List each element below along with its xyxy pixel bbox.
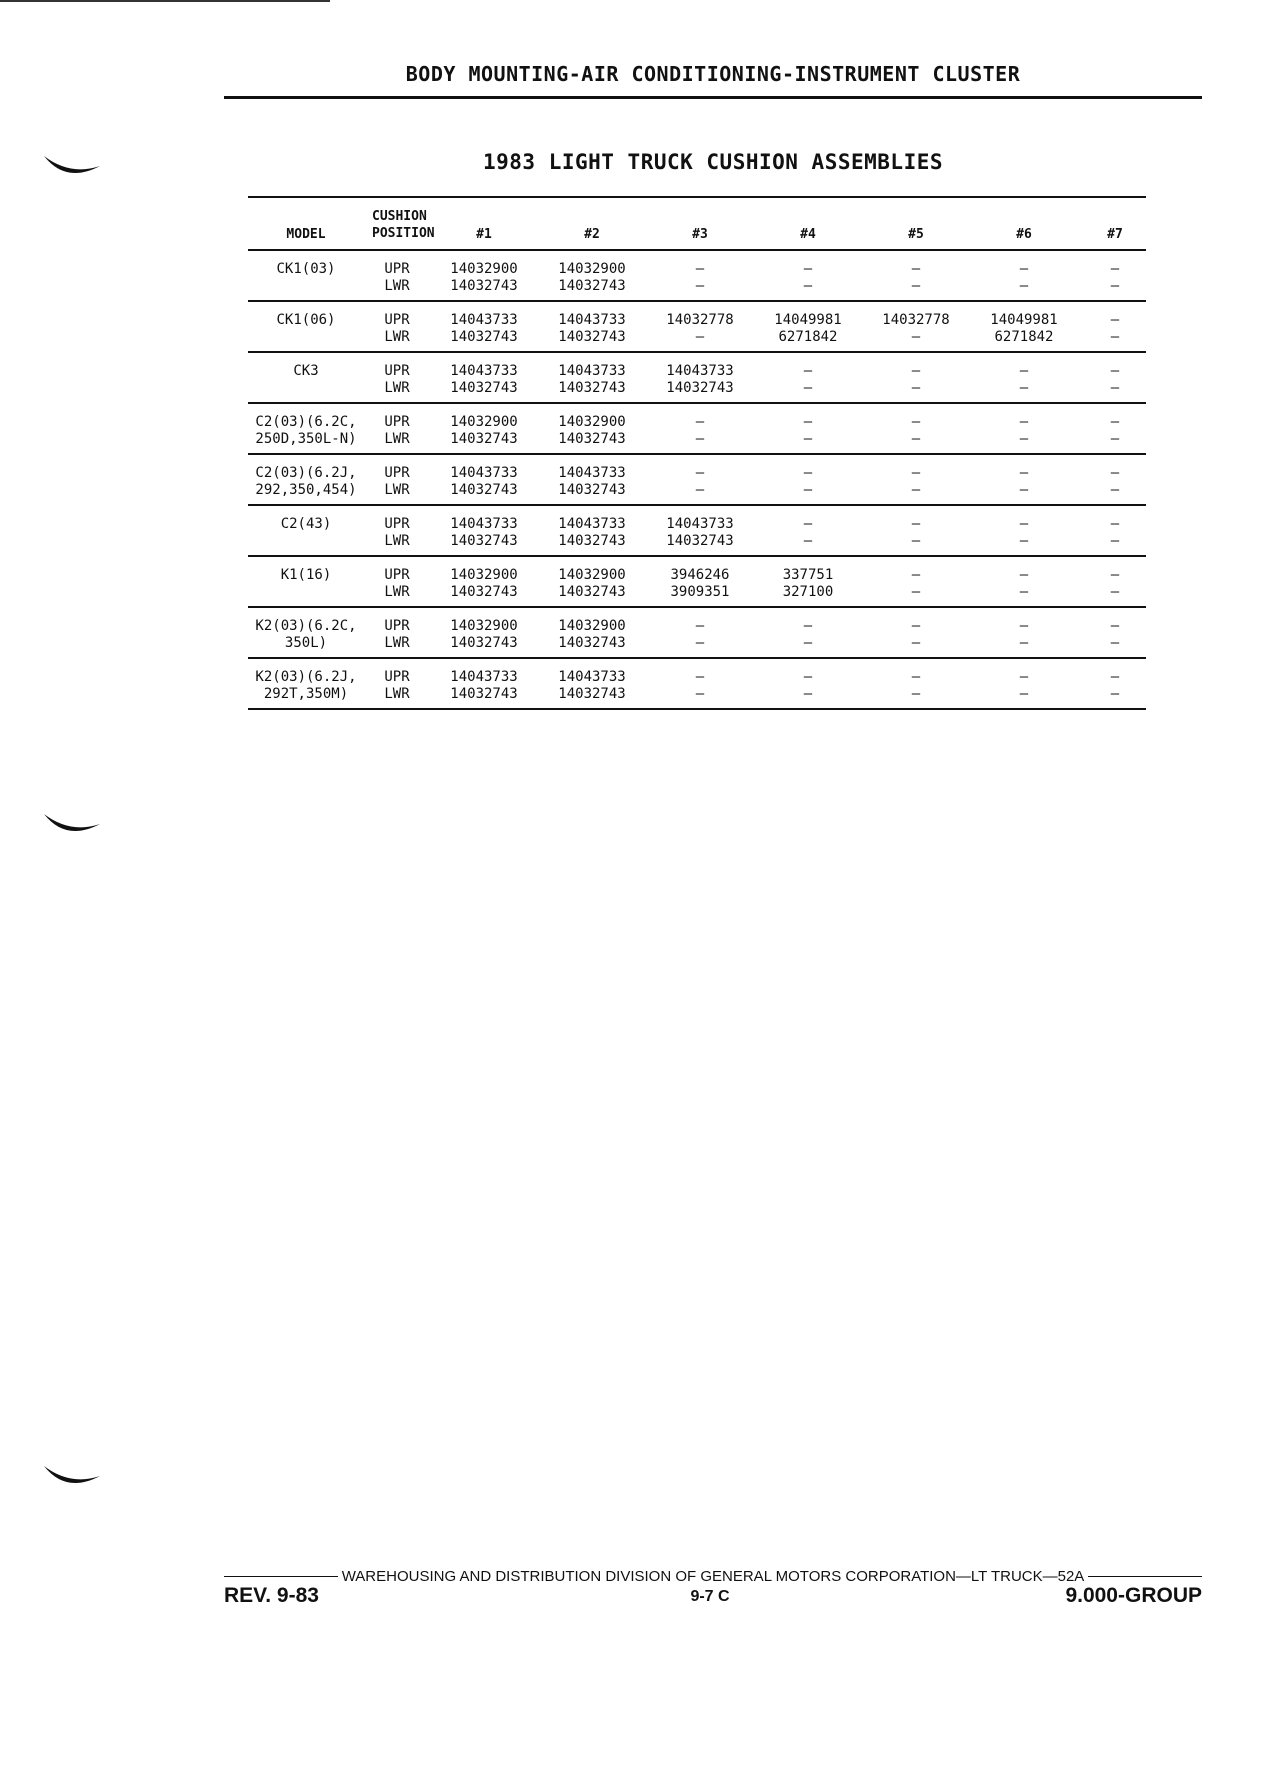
model-cell: K2(03)(6.2C, 350L): [255, 618, 357, 651]
binder-hole-icon: [40, 808, 104, 844]
table-row: [248, 506, 1146, 557]
part-6-cell: — —: [1019, 618, 1029, 651]
part-6-cell: — —: [1019, 363, 1029, 396]
part-1-cell: 14043733 14032743: [450, 363, 518, 396]
part-4-cell: 337751 327100: [782, 567, 834, 600]
table-row: [248, 659, 1146, 710]
footer-rule-left: [224, 1576, 338, 1578]
part-1-cell: 14032900 14032743: [450, 618, 518, 651]
part-4-cell: — —: [803, 618, 813, 651]
model-cell: CK1(06): [276, 312, 336, 328]
part-5-cell: — —: [911, 618, 921, 651]
model-cell: CK3: [293, 363, 319, 379]
part-7-cell: — —: [1110, 312, 1120, 345]
part-1-cell: 14043733 14032743: [450, 465, 518, 498]
part-5-cell: — —: [911, 414, 921, 447]
model-cell: K1(16): [280, 567, 332, 583]
col-header-1: #1: [476, 227, 492, 242]
part-6-cell: 14049981 6271842: [990, 312, 1058, 345]
part-2-cell: 14032900 14032743: [558, 261, 626, 294]
part-1-cell: 14043733 14032743: [450, 516, 518, 549]
table-header-row: [248, 196, 1146, 251]
cushion-position-cell: UPR LWR: [384, 567, 410, 600]
cushion-position-cell: UPR LWR: [384, 465, 410, 498]
part-1-cell: 14043733 14032743: [450, 312, 518, 345]
part-7-cell: — —: [1110, 516, 1120, 549]
part-1-cell: 14032900 14032743: [450, 414, 518, 447]
model-cell: C2(03)(6.2J, 292,350,454): [255, 465, 357, 498]
part-3-cell: — —: [695, 618, 705, 651]
part-5-cell: 14032778 —: [882, 312, 950, 345]
part-6-cell: — —: [1019, 261, 1029, 294]
part-6-cell: — —: [1019, 465, 1029, 498]
table-row: [248, 353, 1146, 404]
part-3-cell: 14043733 14032743: [666, 363, 734, 396]
footer-page-number: 9-7 C: [690, 1588, 730, 1605]
part-4-cell: — —: [803, 363, 813, 396]
part-5-cell: — —: [911, 567, 921, 600]
part-7-cell: — —: [1110, 414, 1120, 447]
col-header-4: #4: [800, 227, 816, 242]
col-header-2: #2: [584, 227, 600, 242]
part-3-cell: — —: [695, 261, 705, 294]
part-7-cell: — —: [1110, 669, 1120, 702]
col-header-cushion-position: CUSHION POSITION: [372, 209, 435, 241]
part-1-cell: 14032900 14032743: [450, 261, 518, 294]
table-row: [248, 455, 1146, 506]
part-5-cell: — —: [911, 363, 921, 396]
part-7-cell: — —: [1110, 567, 1120, 600]
part-2-cell: 14032900 14032743: [558, 618, 626, 651]
part-7-cell: — —: [1110, 465, 1120, 498]
col-header-7: #7: [1107, 227, 1123, 242]
part-3-cell: 3946246 3909351: [670, 567, 730, 600]
footer-rule-right: [1088, 1576, 1202, 1578]
part-1-cell: 14043733 14032743: [450, 669, 518, 702]
part-3-cell: — —: [695, 414, 705, 447]
part-2-cell: 14043733 14032743: [558, 363, 626, 396]
part-6-cell: — —: [1019, 414, 1029, 447]
cushion-position-cell: UPR LWR: [384, 261, 410, 294]
table-title: 1983 LIGHT TRUCK CUSHION ASSEMBLIES: [482, 150, 943, 174]
table-row: [248, 404, 1146, 455]
part-2-cell: 14032900 14032743: [558, 414, 626, 447]
part-4-cell: — —: [803, 516, 813, 549]
footer-revision: REV. 9-83: [224, 1584, 319, 1607]
part-6-cell: — —: [1019, 669, 1029, 702]
cushion-position-cell: UPR LWR: [384, 312, 410, 345]
part-4-cell: — —: [803, 414, 813, 447]
table-row: [248, 251, 1146, 302]
part-7-cell: — —: [1110, 618, 1120, 651]
footer-division-text: WAREHOUSING AND DISTRIBUTION DIVISION OF GENERAL MOTORS CORPORATION—LT TRUCK—52A: [341, 1568, 1085, 1585]
part-2-cell: 14043733 14032743: [558, 465, 626, 498]
part-6-cell: — —: [1019, 567, 1029, 600]
col-header-5: #5: [908, 227, 924, 242]
model-cell: C2(43): [280, 516, 332, 532]
scan-edge-line: [0, 0, 330, 2]
footer-group: 9.000-GROUP: [1065, 1584, 1202, 1607]
col-header-6: #6: [1016, 227, 1032, 242]
part-1-cell: 14032900 14032743: [450, 567, 518, 600]
part-7-cell: — —: [1110, 261, 1120, 294]
part-2-cell: 14043733 14032743: [558, 312, 626, 345]
table-body: [248, 251, 1146, 710]
table-row: [248, 302, 1146, 353]
table-row: [248, 557, 1146, 608]
part-5-cell: — —: [911, 261, 921, 294]
binder-hole-icon: [40, 1460, 104, 1496]
cushion-position-cell: UPR LWR: [384, 414, 410, 447]
col-header-3: #3: [692, 227, 708, 242]
part-5-cell: — —: [911, 516, 921, 549]
part-3-cell: 14043733 14032743: [666, 516, 734, 549]
part-2-cell: 14043733 14032743: [558, 516, 626, 549]
part-5-cell: — —: [911, 669, 921, 702]
part-3-cell: — —: [695, 465, 705, 498]
binder-hole-icon: [40, 150, 104, 186]
part-3-cell: 14032778 —: [666, 312, 734, 345]
cushion-assemblies-table: [248, 196, 1146, 710]
table-row: [248, 608, 1146, 659]
part-3-cell: — —: [695, 669, 705, 702]
col-header-model: MODEL: [286, 227, 326, 242]
page-header-title: BODY MOUNTING-AIR CONDITIONING-INSTRUMENT CLUSTER: [405, 62, 1021, 86]
part-4-cell: — —: [803, 669, 813, 702]
cushion-position-cell: UPR LWR: [384, 669, 410, 702]
header-rule: [224, 96, 1202, 99]
part-2-cell: 14043733 14032743: [558, 669, 626, 702]
part-4-cell: 14049981 6271842: [774, 312, 842, 345]
part-6-cell: — —: [1019, 516, 1029, 549]
model-cell: K2(03)(6.2J, 292T,350M): [255, 669, 357, 702]
cushion-position-cell: UPR LWR: [384, 618, 410, 651]
footer-division-line: [224, 1568, 1202, 1585]
cushion-position-cell: UPR LWR: [384, 516, 410, 549]
part-4-cell: — —: [803, 261, 813, 294]
part-7-cell: — —: [1110, 363, 1120, 396]
part-5-cell: — —: [911, 465, 921, 498]
part-4-cell: — —: [803, 465, 813, 498]
cushion-position-cell: UPR LWR: [384, 363, 410, 396]
model-cell: CK1(03): [276, 261, 336, 277]
model-cell: C2(03)(6.2C, 250D,350L-N): [255, 414, 357, 447]
part-2-cell: 14032900 14032743: [558, 567, 626, 600]
